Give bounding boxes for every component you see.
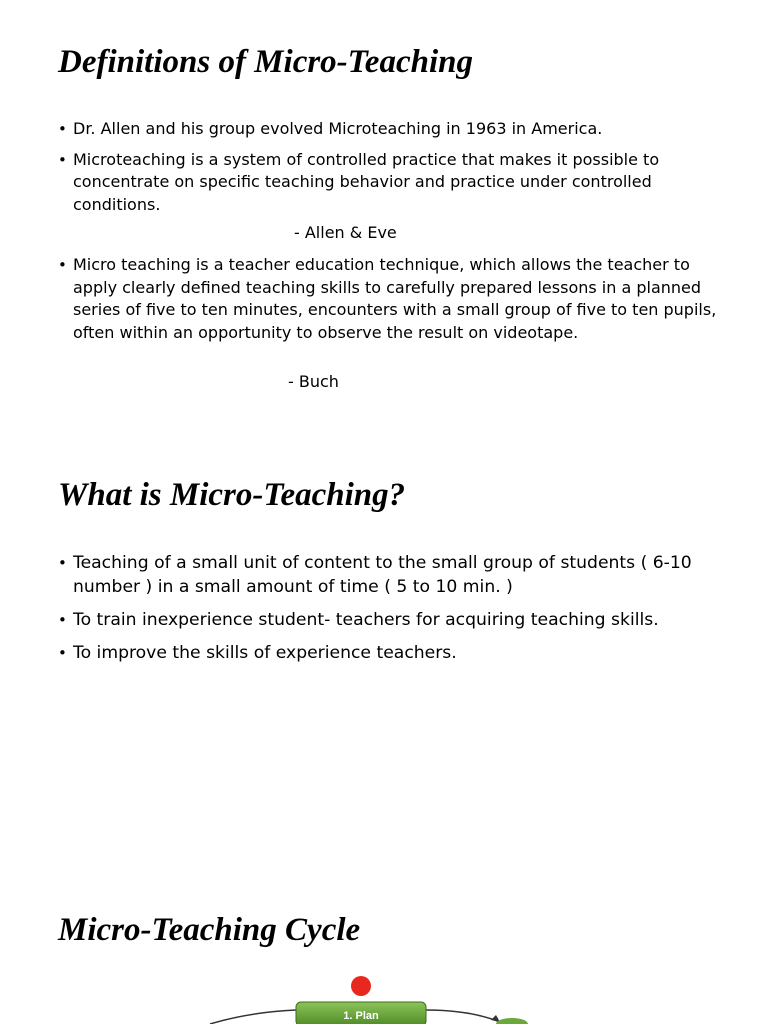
list-item: • Teaching of a small unit of content to the small group of students ( 6-10 number ) in a small amount of time ( 5 to 10 min. ) [58, 551, 708, 599]
cycle-node-partial [496, 1018, 528, 1024]
attribution-allen-eve: - Allen & Eve [294, 223, 397, 242]
micro-teaching-cycle-diagram [0, 960, 768, 1024]
what-is-list [58, 551, 708, 665]
cycle-start-marker [351, 976, 371, 996]
attribution-buch: - Buch [288, 372, 339, 391]
cycle-arrow-left [210, 1010, 296, 1024]
list-item: • Micro teaching is a teacher education technique, which allows the teacher to apply clearly defined teaching skills to carefully prepared lessons in a planned series of five to ten minutes, encounters with a small group of five to ten pupils, often within an opportunity to observe the result on videotape. [58, 254, 718, 344]
what-is-title: What is Micro-Teaching? [58, 477, 406, 513]
cycle-arrow-right [426, 1010, 500, 1022]
list-item: • To improve the skills of experience teachers. [58, 641, 708, 665]
cycle-title: Micro-Teaching Cycle [58, 912, 361, 948]
definitions-title: Definitions of Micro-Teaching [58, 44, 473, 80]
list-item: • Microteaching is a system of controlled practice that makes it possible to concentrate on specific teaching behavior and practice under controlled conditions. [58, 149, 718, 217]
list-item: • Dr. Allen and his group evolved Microteaching in 1963 in America. [58, 118, 718, 141]
cycle-node-plan-label: 1. Plan [343, 1010, 379, 1022]
list-item: • To train inexperience student- teachers for acquiring teaching skills. [58, 608, 708, 632]
